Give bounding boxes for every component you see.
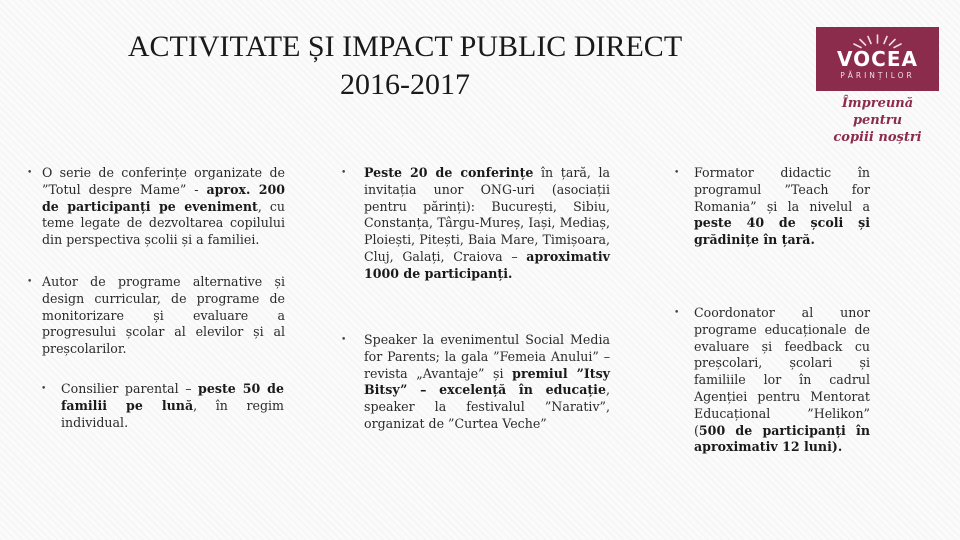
- bullet-marker: •: [27, 168, 33, 178]
- bullet-marker: •: [674, 168, 680, 178]
- col3-item-1: [694, 165, 870, 249]
- vocea-parintilor-logo: [816, 27, 939, 145]
- logo-wordmark: VOCEA: [837, 47, 918, 71]
- col2-item1-text-1: în țară, la invitația unor ONG-uri (asociații pentru părinți): București, Sibiu, Constanța, Târgu-Mureș, Iași, Mediaș, Ploiești, Pitești, Baia Mare, Timișoara, Cluj, Galați, Craiova –: [364, 165, 610, 264]
- bullet-marker: •: [341, 335, 347, 345]
- col2-item2-bold-1: premiul ”Itsy Bitsy” – excelență în educație: [364, 365, 611, 398]
- logo-tagline-line-2: copiii noștri: [833, 130, 922, 145]
- col3-item1-text-1: Formator didactic în programul ”Teach for Romania” și la nivelul a: [694, 165, 870, 214]
- bullet-marker: •: [41, 384, 47, 394]
- col3-item2-text-1: Coordonator al unor programe educaționale de evaluare și feedback cu preșcolari, școlari și familiile lor în cadrul Agenției pentru Mentorat Educațional ”Helikon” (: [694, 305, 870, 438]
- col2-item2-text-2: , speaker la festivalul ”Narativ”, organizat de ”Curtea Veche”: [364, 382, 610, 431]
- logo-badge: [816, 27, 939, 91]
- logo-subtitle: PĂRINȚILOR: [840, 71, 915, 80]
- col3-item-2: [694, 305, 870, 456]
- bullet-marker: •: [27, 277, 33, 287]
- bullet-marker: •: [341, 168, 347, 178]
- col1-item-3: [61, 381, 284, 431]
- col3-item2-bold-1: 500 de participanți în aproximativ 12 luni).: [694, 422, 870, 455]
- col1-item-2: [42, 274, 285, 358]
- col1-item1-text-1: O serie de conferințe organizate de ”Totul despre Mame” -: [42, 165, 285, 197]
- title-line-2: 2016-2017: [340, 68, 470, 101]
- logo-tagline: [816, 95, 939, 146]
- col2-item2-text-1: Speaker la evenimentul Social Media for Parents; la gala ”Femeia Anului” – revista „Avantaje” și: [364, 332, 610, 381]
- slide-title: [60, 28, 750, 104]
- col1-item-1: [42, 165, 285, 249]
- col1-item2-text-1: Autor de programe alternative și design curricular, de programe de monitorizare și evaluare a progresului școlar al elevilor și al preșcolarilor.: [42, 274, 285, 357]
- bullet-marker: •: [674, 308, 680, 318]
- col2-item1-bold-1: Peste 20 de conferințe: [364, 165, 534, 180]
- logo-tagline-line-1: Împreună pentru: [841, 96, 914, 128]
- col1-item3-bold-1: peste 50 de familii pe lună: [61, 381, 284, 413]
- col2-item1-bold-2: aproximativ 1000 de participanți.: [364, 248, 610, 281]
- col2-item-1: [364, 165, 610, 283]
- col1-item1-bold-1: aprox. 200 de participanți pe eveniment: [42, 181, 285, 214]
- col1-item1-text-2: , cu teme legate de dezvoltarea copilului din perspectiva școlii și a familiei.: [42, 198, 285, 248]
- col2-item-2: [364, 332, 610, 433]
- title-line-1: ACTIVITATE ȘI IMPACT PUBLIC DIRECT: [127, 30, 683, 63]
- col1-item3-text-2: , în regim individual.: [61, 397, 285, 430]
- col3-item1-bold-1: peste 40 de școli și grădinițe în țară.: [694, 215, 870, 248]
- col1-item3-text-1: Consilier parental –: [61, 381, 199, 396]
